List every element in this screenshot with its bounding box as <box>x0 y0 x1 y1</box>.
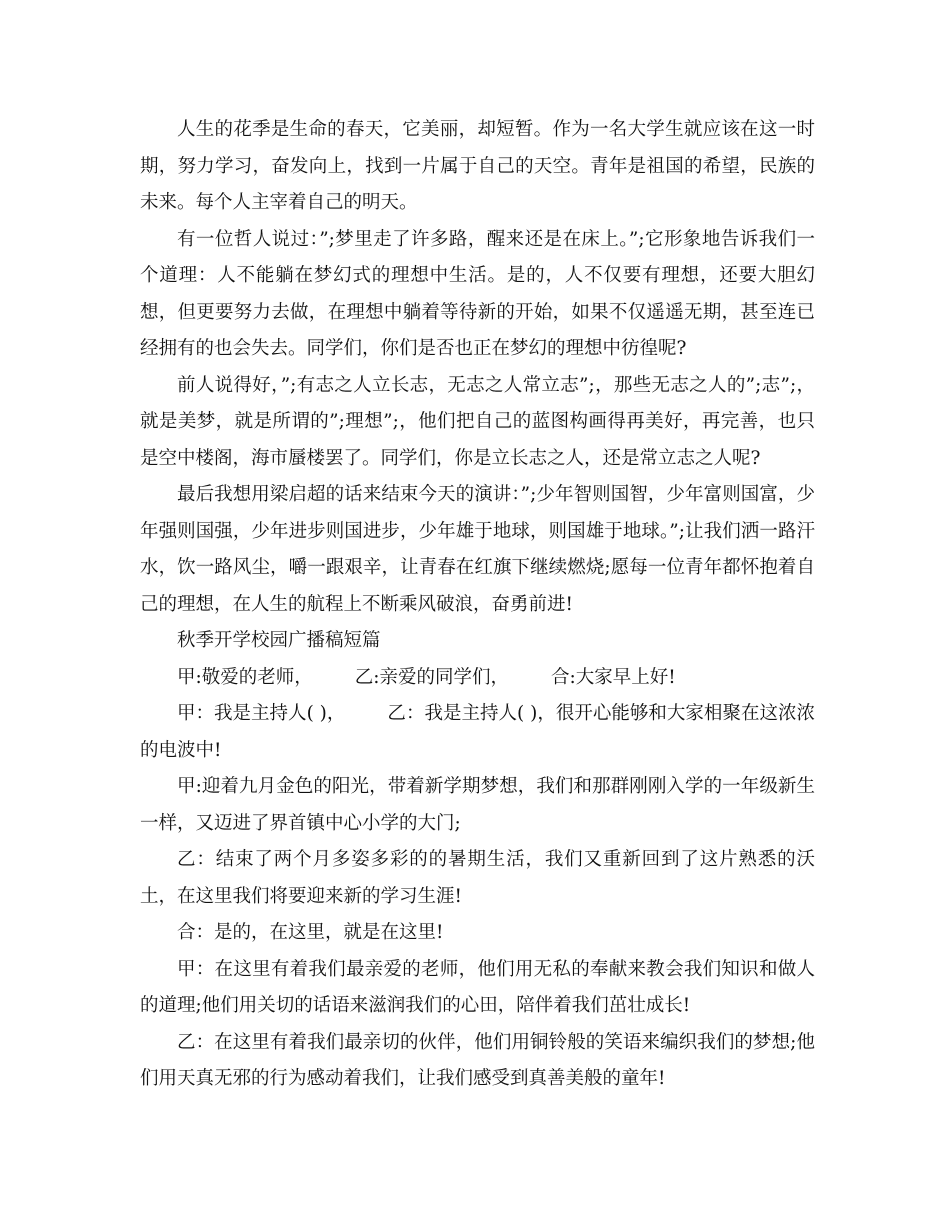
host-yi: 乙：我是主持人( )，很开心能够和大家相聚在这浓浓的电波中! <box>140 703 815 761</box>
greeting-jia: 甲:敬爱的老师， <box>177 666 313 688</box>
paragraph-1: 人生的花季是生命的春天，它美丽，却短暂。作为一名大学生就应该在这一时期，努力学习，奋发向上，找到一片属于自己的天空。青年是祖国的希望，民族的未来。每个人主宰着自己的明天。 <box>140 119 815 213</box>
paragraph-2: 有一位哲人说过：”;梦里走了许多路，醒来还是在床上。”;它形象地告诉我们一个道理：人不能躺在梦幻式的理想中生活。是的，人不仅要有理想，还要大胆幻想，但更要努力去做，在理想中躺着等待新的开始，如果不仅遥遥无期，甚至连已经拥有的也会失去。同学们，你们是否也正在梦幻的理想中彷徨呢? <box>140 228 815 359</box>
paragraph-yi-2: 乙：在这里有着我们最亲切的伙伴，他们用铜铃般的笑语来编织我们的梦想;他们用天真无邪的行为感动着我们，让我们感受到真善美般的童年! <box>140 1031 815 1089</box>
paragraph-yi-1: 乙：结束了两个月多姿多彩的的暑期生活，我们又重新回到了这片熟悉的沃土，在这里我们将要迎来新的学习生涯! <box>140 849 815 907</box>
paragraph-jia-1: 甲:迎着九月金色的阳光，带着新学期梦想，我们和那群刚刚入学的一年级新生一样，又迈进了界首镇中心小学的大门; <box>140 776 815 834</box>
hosts-line <box>140 696 815 769</box>
greeting-yi: 乙:亲爱的同学们， <box>354 666 509 688</box>
section-title: 秋季开学校园广播稿短篇 <box>177 630 381 651</box>
document-body <box>140 112 815 1098</box>
greeting-line <box>140 660 815 697</box>
paragraph-3: 前人说得好，”;有志之人立长志，无志之人常立志”;，那些无志之人的”;志”;，就是美梦，就是所谓的”;理想”;，他们把自己的蓝图构画得再美好，再完善，也只是空中楼阁，海市蜃楼罢了。同学们，你是立长志之人，还是常立志之人呢? <box>140 374 815 469</box>
paragraph-jia-2: 甲：在这里有着我们最亲爱的老师，他们用无私的奉献来教会我们知识和做人的道理;他们用关切的话语来滋润我们的心田，陪伴着我们茁壮成长! <box>140 958 815 1016</box>
paragraph-4: 最后我想用梁启超的话来结束今天的演讲：”;少年智则国智，少年富则国富，少年强则国强，少年进步则国进步，少年雄于地球，则国雄于地球。”;让我们洒一路汗水，饮一路风尘，嚼一跟艰辛，让青春在红旗下继续燃烧;愿每一位青年都怀抱着自己的理想，在人生的航程上不断乘风破浪，奋勇前进! <box>140 484 815 615</box>
paragraph-he-1: 合：是的，在这里，就是在这里! <box>177 922 444 943</box>
greeting-he: 合:大家早上好! <box>550 666 676 688</box>
host-jia: 甲：我是主持人( )， <box>177 703 346 724</box>
